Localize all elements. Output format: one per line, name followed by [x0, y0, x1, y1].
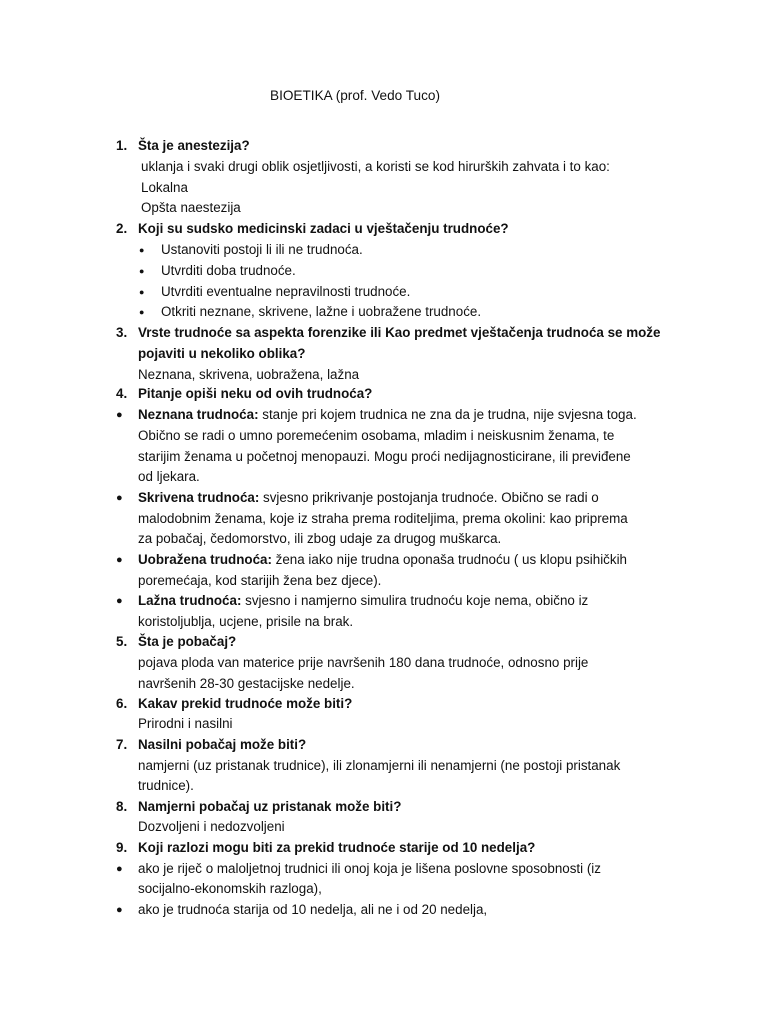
question-number: 4.	[116, 386, 128, 401]
question-text: Pitanje opiši neku od ovih trudnoća?	[138, 386, 373, 401]
question-number: 3.	[116, 325, 128, 340]
question-text: Koji su sudsko medicinski zadaci u vještačenju trudnoće?	[138, 221, 509, 236]
question-number: 8.	[116, 799, 128, 814]
bullet-icon: ●	[116, 492, 123, 504]
question-text: Vrste trudnoće sa aspekta forenzike ili Kao predmet vještačenja trudnoća se može	[138, 325, 661, 340]
term: Uobražena trudnoća:	[138, 552, 272, 567]
question-number: 1.	[116, 138, 128, 153]
question-text: Šta je anestezija?	[138, 138, 250, 153]
term: Lažna trudnoća:	[138, 593, 242, 608]
bullet-icon: ●	[139, 287, 145, 297]
bullet-icon: ●	[116, 904, 123, 916]
question-text: Šta je pobačaj?	[138, 634, 237, 649]
question-number: 5.	[116, 634, 128, 649]
bullet-icon: ●	[139, 245, 145, 255]
document-title: BIOETIKA (prof. Vedo Tuco)	[270, 88, 441, 103]
question-text: Namjerni pobačaj uz pristanak može biti?	[138, 799, 402, 814]
term: Neznana trudnoća:	[138, 407, 259, 422]
question-number: 9.	[116, 840, 128, 855]
term: Skrivena trudnoća:	[138, 490, 260, 505]
question-number: 7.	[116, 737, 128, 752]
question-text: Koji razlozi mogu biti za prekid trudnoće starije od 10 nedelja?	[138, 840, 536, 855]
question-text: Kakav prekid trudnoće može biti?	[138, 696, 353, 711]
question-number: 2.	[116, 221, 128, 236]
bullet-icon: ●	[116, 554, 123, 566]
bullet-icon: ●	[116, 409, 123, 421]
bullet-icon: ●	[139, 307, 145, 317]
question-text: Nasilni pobačaj može biti?	[138, 737, 307, 752]
bullet-icon: ●	[116, 863, 123, 875]
bullet-icon: ●	[116, 595, 123, 607]
question-number: 6.	[116, 696, 128, 711]
bullet-icon: ●	[139, 266, 145, 276]
document-page: BIOETIKA (prof. Vedo Tuco) 1. Šta je anestezija? uklanja i svaki drugi oblik osjetljivosti, a koristi se kod hirurških zahvata i to kao: Lokalna Opšta naestezija 2. Koji su sudsko medicinski zadaci u vještačenju trudnoće? ● Ustanoviti postoji li ili ne trudnoća. ● Utvrditi doba trudnoće. ● Utvrditi eventualne nepravilnosti trudnoće. ● Otkriti neznane, skrivene, lažne i uobražene trudnoće. 3. Vrste trudnoće sa aspekta forenzike ili Kao predmet vještačenja trudnoća se može pojaviti u nekoliko oblika? Neznana, skrivena, uobražena, lažna 4. Pitanje opiši neku od ovih trudnoća? ● Neznana trudnoća: stanje pri kojem trudnica ne zna da je trudna, nije svjesna toga. Obično se radi o umno poremećenim osobama, mladim i neiskusnim ženama, te starijim ženama u početnoj menopauzi. Mogu proći nedijagnosticirane, ili previđene od ljekara. ● Skrivena trudnoća: svjesno prikrivanje postojanja trudnoće. Obično se radi o malodobnim ženama, koje iz straha prema roditeljima, prema okolini: kao pripremа za pobačaj, čedomorstvo, ili zbog udaje za drugog muškarca. ● Uobražena trudnoća: žena iako nije trudna oponaša trudnoću ( us klopu psihičkih poremećaja, kod starijih žena bez djece). ● Lažna trudnoća: svjesno i namjerno simulira trudnoću koje nema, obično iz koristoljublja, ucjene, prisile na brak. 5. Šta je pobačaj? pojava ploda van materice prije navršenih 180 dana trudnoće, odnosno prije navršenih 28-30 gestacijske nedelje. 6. Kakav prekid trudnoće može biti? Prirodni i nasilni 7. Nasilni pobačaj može biti? namjerni (uz pristanak trudnice), ili zlonamjerni ili nenamjerni (ne postoji pristanak trudnice). 8. Namjerni pobačaj uz pristanak može biti? Dozvoljeni i nedozvoljeni 9. Koji razlozi mogu biti za prekid trudnoće starije od 10 nedelja? ● ako je riječ o maloljetnoj trudnici ili onoj koja je lišena poslovne sposobnosti (iz socijalno-ekonomskih razloga), ● ako je trudnoća starija od 10 nedelja, ali ne i od 20 nedelja,	[116, 88, 661, 917]
